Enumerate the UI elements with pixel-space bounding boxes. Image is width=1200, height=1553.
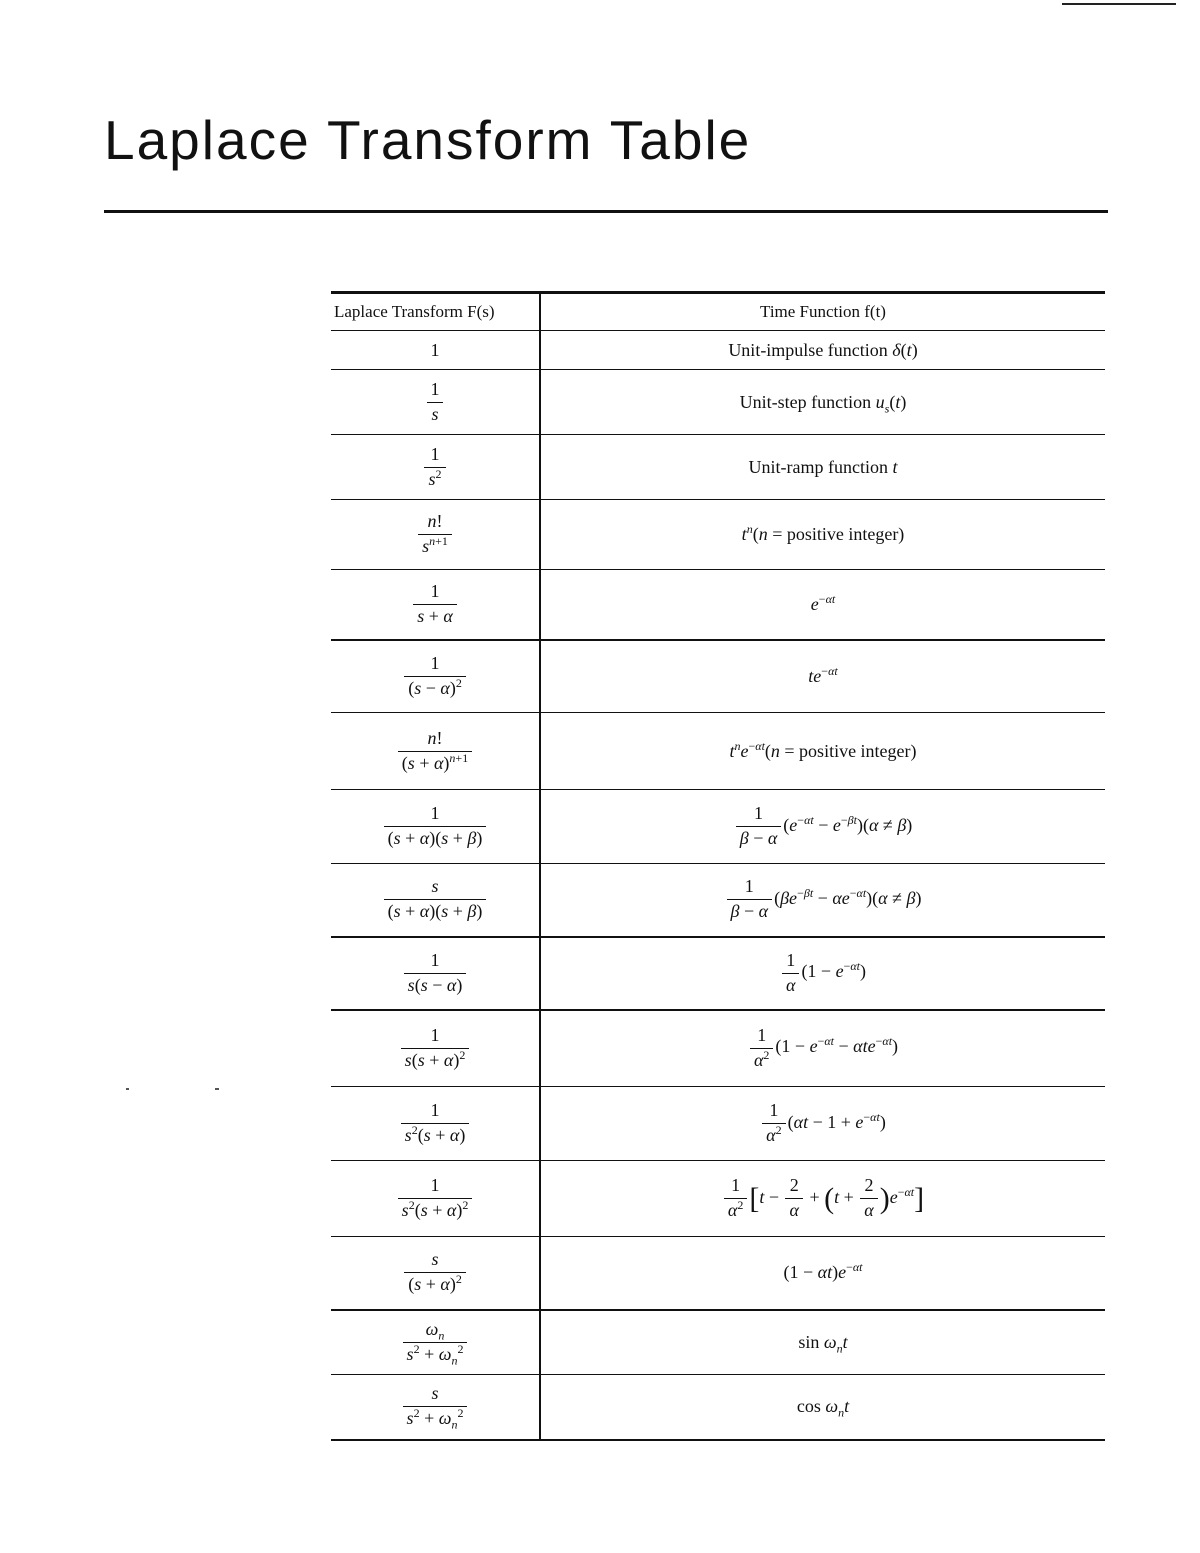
time-function-cell: Unit-step function $u_s(t)$ [540,370,1105,435]
time-function-cell: Unit-impulse function δ(t) [540,331,1105,370]
table-row [331,1087,1105,1161]
table-row [331,370,1105,435]
table-row [331,1375,1105,1440]
page-title: Laplace Transform Table [104,109,752,171]
time-function-cell: $\sin \omega_nt$ [540,1310,1105,1375]
time-function-cell: $t^ne^{-\alpha t}(n$ = positive integer) [540,713,1105,790]
table-row [331,435,1105,500]
time-function-cell: Unit-ramp function t [540,435,1105,500]
transform-cell: $\frac{1}{s(s - \alpha)}$ [331,937,540,1010]
table-row [331,790,1105,864]
time-function-cell: $t^n(n$ = positive integer) [540,500,1105,570]
table-row [331,713,1105,790]
transform-cell: $\frac{\omega_n}{s^2 + \omega_n^2}$ [331,1310,540,1375]
table-row [331,570,1105,640]
time-function-cell: $\frac{1}{\alpha}$ $(1 - e^{-\alpha t})$ [540,937,1105,1010]
transform-cell: $\frac{1}{s(s + \alpha)^2}$ [331,1010,540,1087]
transform-cell: $\frac{s}{(s + \alpha)^2}$ [331,1237,540,1310]
time-function-cell: $\frac{1}{\alpha^2}$ [t − $\frac{2}{\alpha}$ + (t + $\frac{2}{\alpha}$ )$e^{-\alpha t}$] [540,1161,1105,1237]
title-rule [104,210,1108,213]
table-row [331,331,1105,370]
transform-cell: $\frac{1}{s^2(s + \alpha)}$ [331,1087,540,1161]
transform-cell: $\frac{n!}{s^{n+1}}$ [331,500,540,570]
table-row [331,500,1105,570]
time-function-cell: $e^{-\alpha t}$ [540,570,1105,640]
table-row [331,1237,1105,1310]
table-header-row [331,293,1105,331]
transform-cell: $\frac{1}{(s - \alpha)^2}$ [331,640,540,713]
corner-rule [1062,3,1176,5]
table-row [331,640,1105,713]
scan-artifact-dot [215,1088,219,1090]
table-row [331,1310,1105,1375]
time-function-cell: $\frac{1}{\beta - \alpha}$ $(\beta e^{-\beta t} - \alpha e^{-\alpha t})(\alpha \ne \beta)$ [540,864,1105,937]
transform-cell: $\frac{1}{s + \alpha}$ [331,570,540,640]
time-function-cell: $\frac{1}{\alpha^2}$ $(1 - e^{-\alpha t} - \alpha te^{-\alpha t})$ [540,1010,1105,1087]
transform-cell: $\frac{s}{s^2 + \omega_n^2}$ [331,1375,540,1440]
laplace-transform-table [331,291,1105,1441]
transform-cell: $\frac{n!}{(s + \alpha)^{n+1}}$ [331,713,540,790]
table-row [331,937,1105,1010]
time-function-cell: $te^{-\alpha t}$ [540,640,1105,713]
table-row [331,1161,1105,1237]
table-row [331,864,1105,937]
transform-cell: $\frac{1}{s}$ [331,370,540,435]
time-function-cell: $\frac{1}{\alpha^2}$ $(\alpha t - 1 + e^{-\alpha t})$ [540,1087,1105,1161]
time-function-cell: $\cos \omega_nt$ [540,1375,1105,1440]
transform-cell: 1 [331,331,540,370]
header-laplace-transform: Laplace Transform F(s) [331,293,540,331]
time-function-cell: $\frac{1}{\beta - \alpha}$ $(e^{-\alpha t} - e^{-\beta t})(\alpha \ne \beta)$ [540,790,1105,864]
transform-cell: $\frac{1}{(s + \alpha)(s + \beta)}$ [331,790,540,864]
header-time-function: Time Function f(t) [540,293,1105,331]
table-row [331,1010,1105,1087]
scan-artifact-dot [126,1088,129,1090]
transform-cell: $\frac{1}{s^2(s + \alpha)^2}$ [331,1161,540,1237]
transform-cell: $\frac{1}{s^2}$ [331,435,540,500]
transform-cell: $\frac{s}{(s + \alpha)(s + \beta)}$ [331,864,540,937]
time-function-cell: $(1 - \alpha t)e^{-\alpha t}$ [540,1237,1105,1310]
